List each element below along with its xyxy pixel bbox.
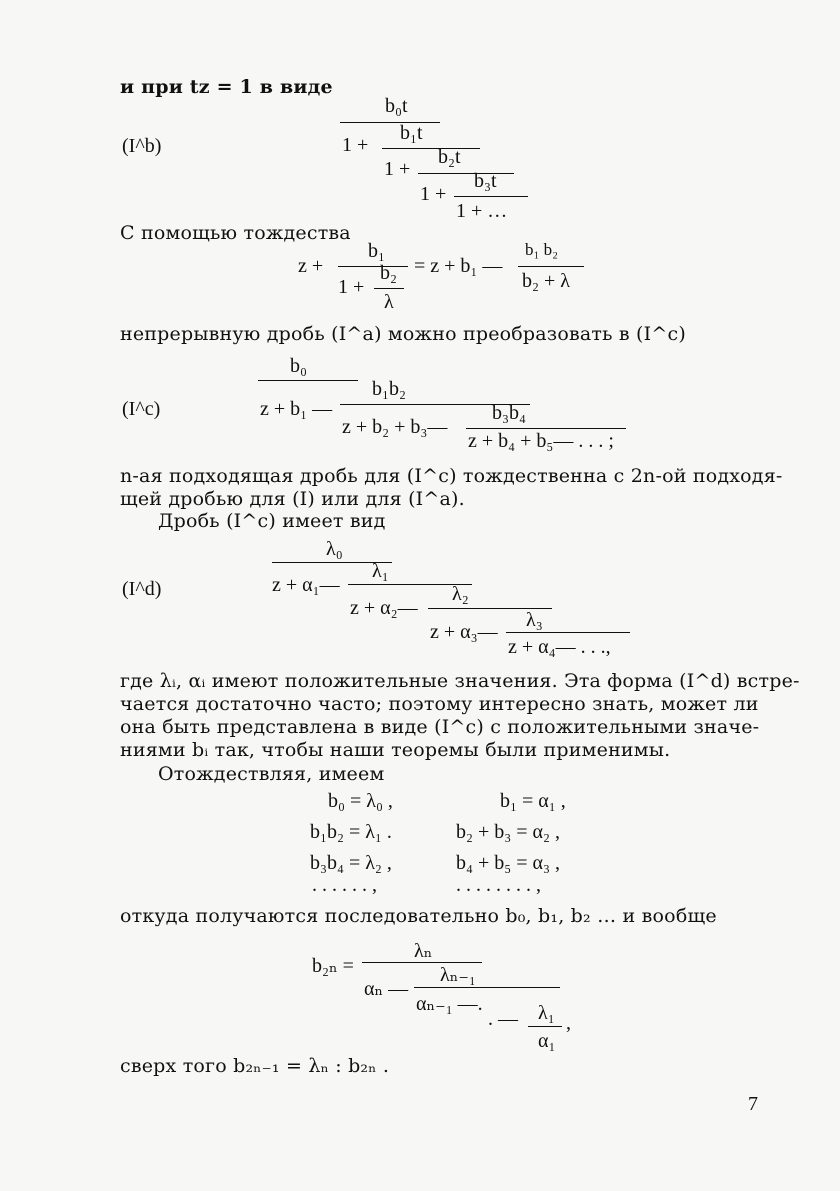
para1-line2: щей дробью для (I) или для (I^a). [120,488,465,510]
identity-rnum: b₁ b₂ [525,240,559,259]
ib-num1: b₁t [400,122,423,144]
b2n-row1: αₙ — [364,978,409,1000]
ic-num0: b₀ [290,355,307,377]
para2-line2: чается достаточно часто; поэтому интересно знать, может ли [120,693,759,715]
id-row2: z + α₂— [350,597,418,619]
fraction-bar [414,987,560,988]
id-num3: λ₃ [526,609,543,631]
equation-label-ib: (I^b) [122,135,162,157]
identity-num2: b₂ [380,262,397,284]
identity-lhs: z + [298,255,324,277]
fraction-bar [338,266,408,267]
equation-label-id: (I^d) [122,578,162,600]
fraction-bar [518,266,584,267]
identity-mid: = z + b₁ — [414,255,503,277]
system-r2a: b₁b₂ = λ₁ . [310,821,392,843]
b2n-row2: αₙ₋₁ —. [416,993,483,1015]
intro-line: и при tz = 1 в виде [120,76,333,98]
id-num2: λ₂ [452,583,469,605]
fraction-bar [382,148,480,149]
transform-line: непрерывную дробь (I^a) можно преобразовать в (I^c) [120,323,686,345]
ib-plus3: 1 + [420,183,447,205]
system-r3a: b₃b₄ = λ₂ , [310,852,392,874]
id-row1: z + α₁— [272,574,340,596]
para2-line1: где λᵢ, αᵢ имеют положительные значения. Эта форма (I^d) встре- [120,670,800,692]
ib-plus2: 1 + [384,158,411,180]
para2-line5: Отождествляя, имеем [158,763,385,785]
b2n-den3: α₁ [538,1030,556,1052]
equation-label-ic: (I^c) [122,398,161,420]
para1-line3: Дробь (I^c) имеет вид [158,510,386,532]
system-r4b: . . . . . . . . , [456,874,541,896]
identity-den2: λ [384,291,394,313]
para1-line1: n-ая подходящая дробь для (I^c) тождественна с 2n-ой подходя- [120,465,783,487]
ib-den3: 1 + … [456,200,508,222]
id-num1: λ₁ [372,560,389,582]
fraction-bar [528,1026,562,1027]
fraction-bar [506,632,630,633]
fraction-bar [258,380,358,381]
b2n-tail: , [566,1012,571,1034]
ic-row2: z + b₂ + b₃— [342,416,448,438]
system-r1a: b₀ = λ₀ , [328,790,393,812]
fraction-bar [374,288,404,289]
ib-num0: b₀t [385,95,408,117]
final-line: сверх того b₂ₙ₋₁ = λₙ : b₂ₙ . [120,1055,390,1077]
b2n-num3: λ₁ [538,1002,555,1024]
ic-row3: z + b₄ + b₅— . . . ; [468,430,614,452]
fraction-bar [340,122,440,123]
system-r2b: b₂ + b₃ = α₂ , [456,821,560,843]
ic-num2: b₃b₄ [492,402,526,424]
identity-den-lead: 1 + [338,276,365,298]
ic-row1: z + b₁ — [260,398,333,420]
system-r1b: b₁ = α₁ , [500,790,566,812]
b2n-row3: . — [488,1008,518,1030]
identity-num: b₁ [368,240,385,262]
para2-line4: ниями bᵢ так, чтобы наши теоремы были применимы. [120,739,671,761]
b2n-num1: λₙ₋₁ [440,964,476,986]
system-r4a: . . . . . . , [312,874,377,896]
id-row3: z + α₃— [430,621,498,643]
b2n-lhs: b₂ₙ = [312,955,354,977]
page-number: 7 [748,1093,758,1115]
ib-plus1: 1 + [342,134,369,156]
para3-line1: откуда получаются последовательно b₀, b₁, b₂ … и вообще [120,905,717,927]
identity-intro: С помощью тождества [120,222,351,244]
fraction-bar [454,196,528,197]
id-row4: z + α₄— . . ., [508,636,611,658]
id-num0: λ₀ [326,538,343,560]
ib-num3: b₃t [474,170,497,192]
identity-rden: b₂ + λ [522,270,570,292]
fraction-bar [418,173,514,174]
system-r3b: b₄ + b₅ = α₃ , [456,852,560,874]
ic-num1: b₁b₂ [372,378,406,400]
para2-line3: она быть представлена в виде (I^c) с положительными значе- [120,716,760,738]
ib-num2: b₂t [438,146,461,168]
b2n-num0: λₙ [414,940,433,962]
